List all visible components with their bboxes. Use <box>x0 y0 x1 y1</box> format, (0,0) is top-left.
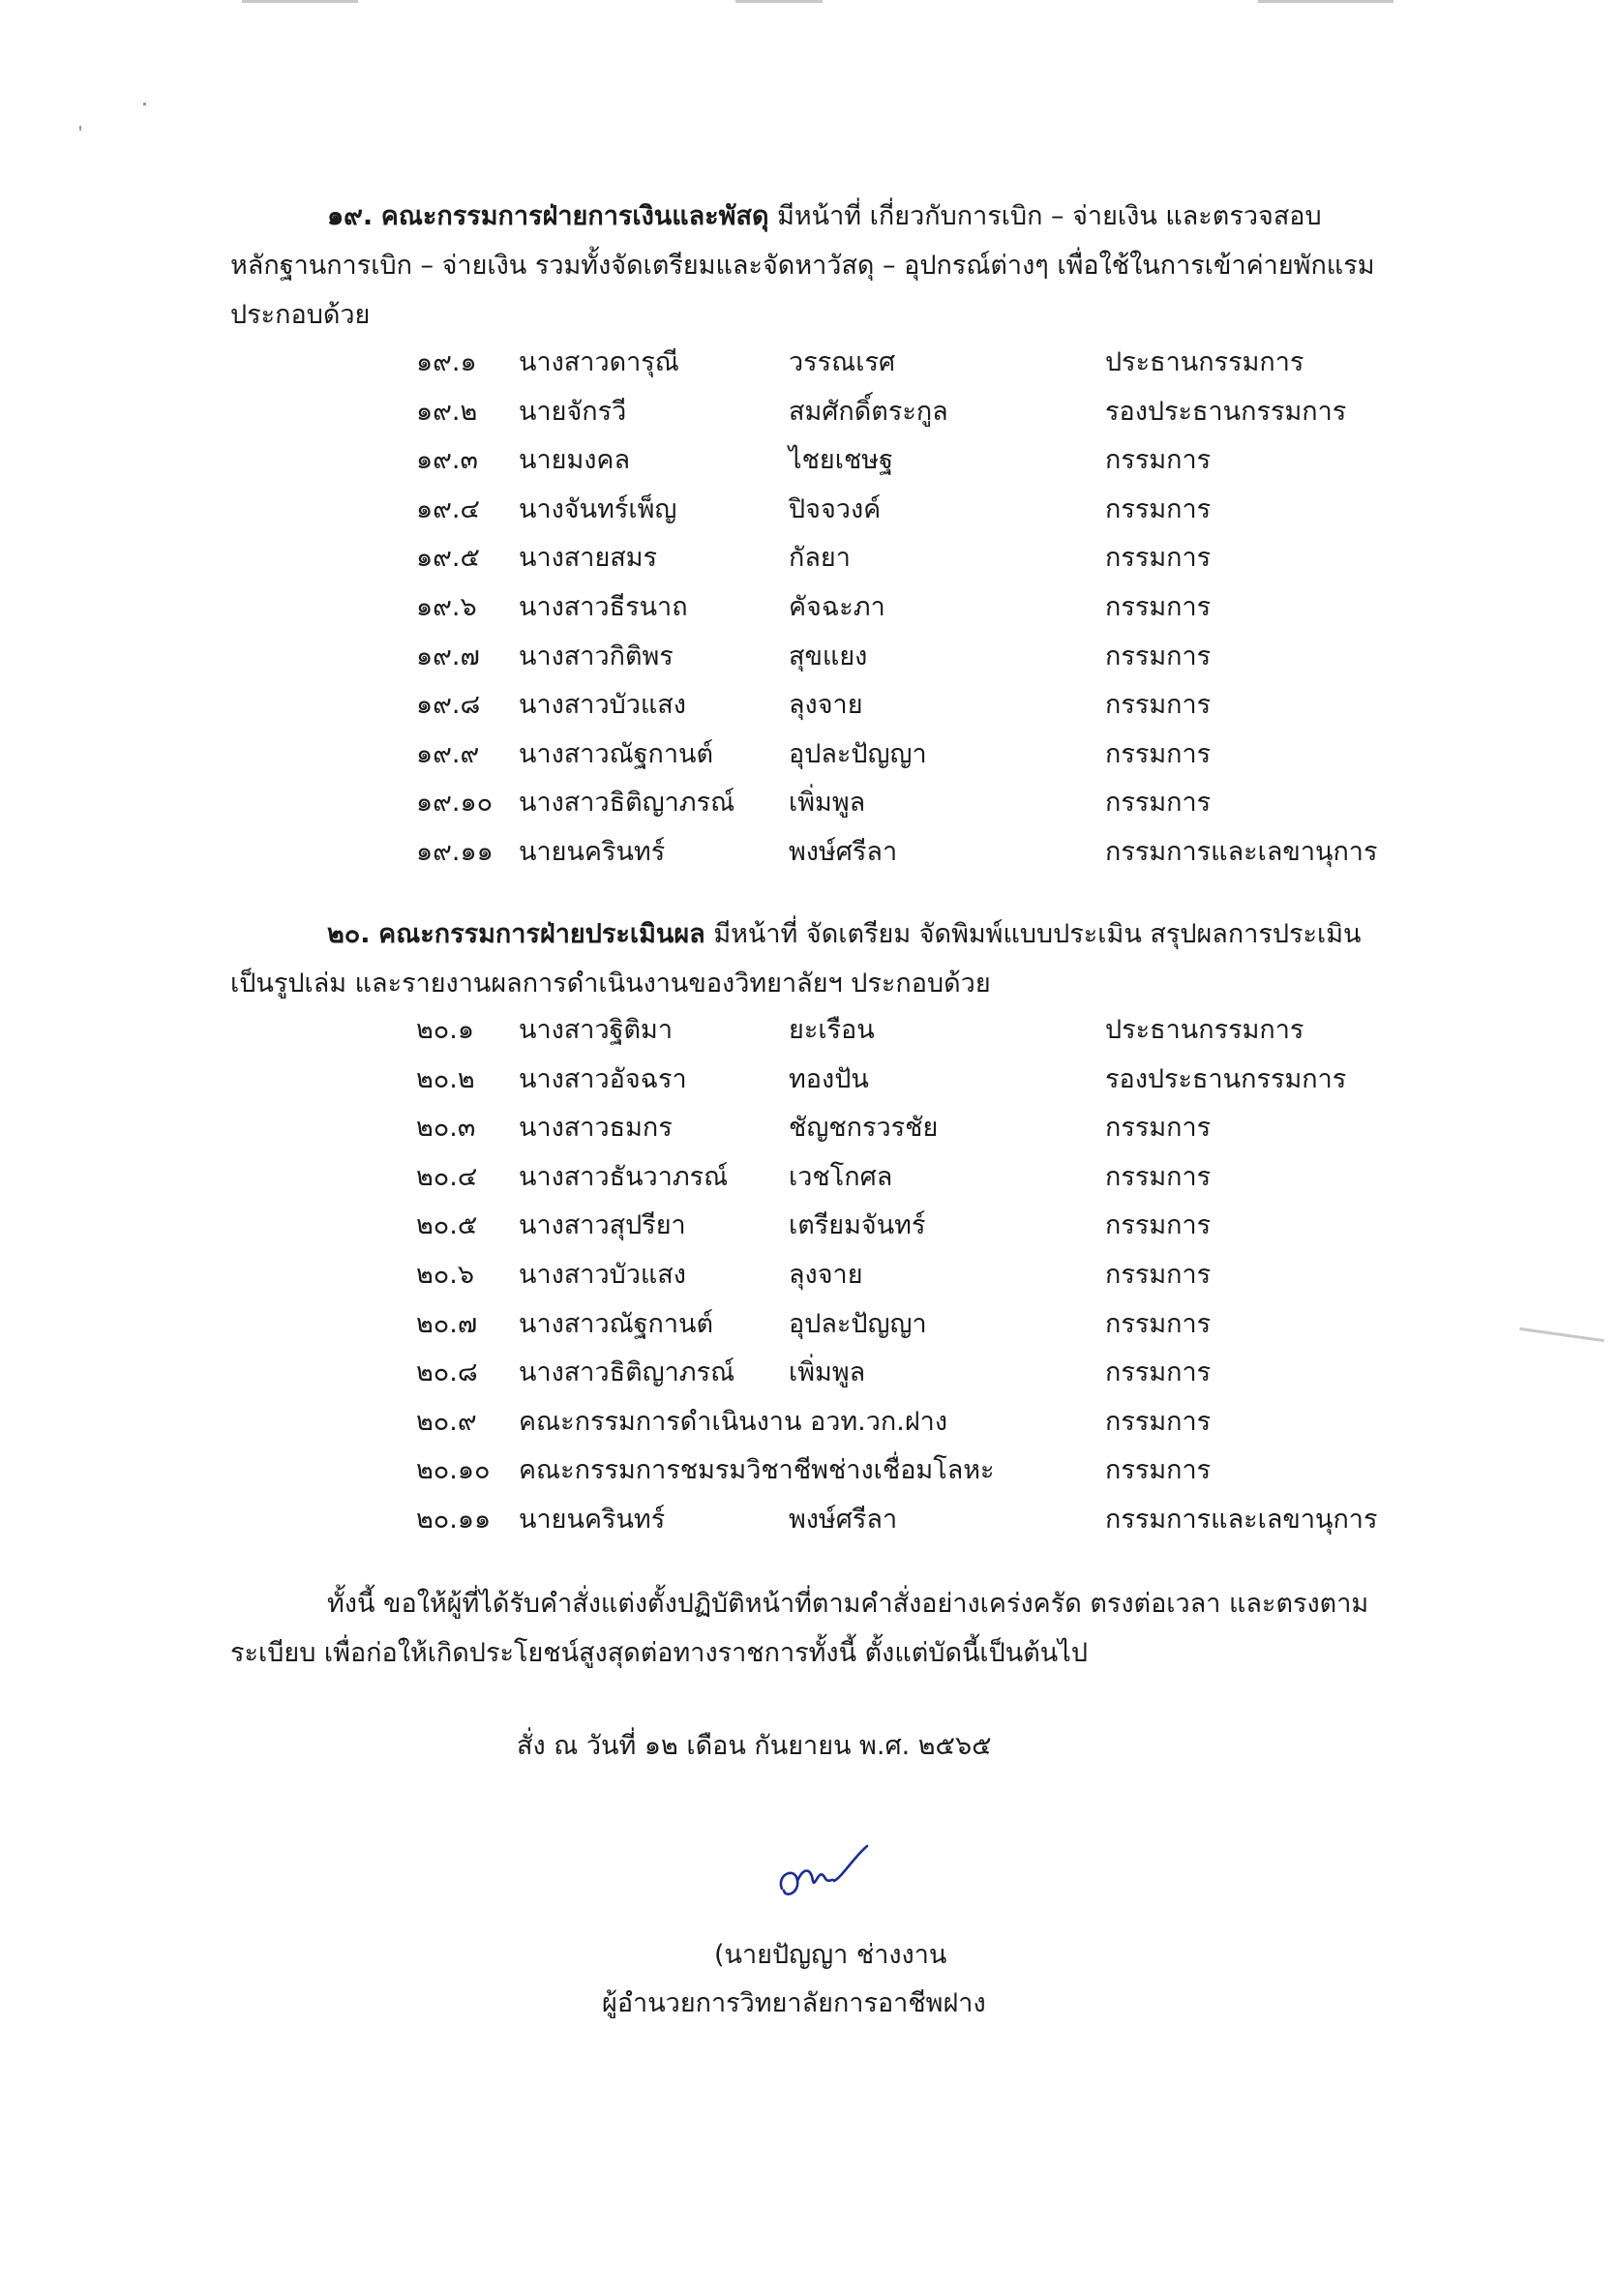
member-role: ประธานกรรมการ <box>1105 347 1304 377</box>
scan-edge-mark <box>1258 0 1393 3</box>
member-last-name: คัจฉะภา <box>789 592 885 622</box>
member-role: กรรมการ <box>1105 1308 1212 1339</box>
member-role: กรรมการ <box>1105 1260 1212 1290</box>
member-last-name: เพิ่มพูล <box>789 1357 866 1388</box>
member-last-name: ปิจจวงค์ <box>789 493 882 524</box>
member-role: กรรมการ <box>1105 641 1212 671</box>
closing-line-1 <box>230 1579 1459 1628</box>
member-number: ๑๙.๔ <box>416 493 480 524</box>
member-number: ๑๙.๘ <box>416 690 481 721</box>
section-19-title: คณะกรรมการฝ่ายการเงินและพัสดุ <box>380 201 769 231</box>
member-last-name: ยะเรือน <box>789 1015 875 1045</box>
member-role: กรรมการและเลขานุการ <box>1105 1505 1378 1535</box>
member-last-name: อุปละปัญญา <box>789 1308 927 1339</box>
member-first-name: นางจันทร์เพ็ญ <box>519 493 677 524</box>
member-number: ๒๐.๓ <box>416 1113 476 1144</box>
section-19-line-1 <box>230 192 1459 241</box>
member-number: ๒๐.๑๐ <box>416 1455 491 1486</box>
member-last-name: พงษ์ศรีลา <box>789 1505 898 1535</box>
member-role: รองประธานกรรมการ <box>1105 396 1347 427</box>
member-first-name: นางสาวบัวแสง <box>519 1260 686 1290</box>
member-first-name: นางสายสมร <box>519 543 658 574</box>
member-first-name: นายจักรวี <box>519 396 627 427</box>
member-number: ๑๙.๖ <box>416 592 477 622</box>
member-first-name: นางสาวธันวาภรณ์ <box>519 1161 729 1192</box>
member-number: ๑๙.๒ <box>416 396 478 427</box>
member-role: กรรมการและเลขานุการ <box>1105 837 1378 867</box>
member-first-name: นายนครินทร์ <box>519 1505 666 1535</box>
member-last-name: เพิ่มพูล <box>789 788 866 819</box>
member-number: ๑๙.๙ <box>416 738 480 769</box>
member-first-name: นางสาวกิติพร <box>519 641 674 671</box>
member-last-name: วรรณเรศ <box>789 347 896 377</box>
scan-speck <box>79 126 81 131</box>
member-number: ๒๐.๖ <box>416 1260 474 1290</box>
member-first-name: นางสาวธิติญาภรณ์ <box>519 1357 735 1388</box>
member-role: รองประธานกรรมการ <box>1105 1063 1347 1094</box>
scan-edge-mark <box>1519 1327 1604 1342</box>
member-last-name: สุขแยง <box>789 641 868 671</box>
member-last-name: ลุงจาย <box>789 1260 863 1290</box>
member-number: ๒๐.๑ <box>416 1015 474 1045</box>
section-19-line-3: ประกอบด้วย <box>230 300 371 330</box>
member-last-name: ลุงจาย <box>789 690 863 721</box>
closing-text-1: ทั้งนี้ ขอให้ผู้ที่ได้รับคำสั่งแต่งตั้งปฏิบัติหน้าที่ตามคำสั่งอย่างเคร่งครัด ตรงต่อเวลา และตรงตาม <box>327 1589 1369 1619</box>
closing-line-2: ระเบียบ เพื่อก่อให้เกิดประโยชน์สูงสุดต่อทางราชการทั้งนี้ ตั้งแต่บัดนี้เป็นต้นไป <box>230 1638 1088 1668</box>
member-first-name: นางสาวธมกร <box>519 1113 673 1144</box>
member-first-name: นางสาวดารุณี <box>519 347 679 377</box>
member-number: ๒๐.๒ <box>416 1063 475 1094</box>
member-first-name: คณะกรรมการชมรมวิชาชีพช่างเชื่อมโลหะ <box>519 1455 995 1486</box>
member-number: ๑๙.๓ <box>416 445 478 476</box>
member-role: กรรมการ <box>1105 1455 1212 1486</box>
member-number: ๑๙.๗ <box>416 641 480 671</box>
member-number: ๑๙.๑๐ <box>416 788 494 819</box>
member-last-name: สมศักดิ์ตระกูล <box>789 396 948 427</box>
member-role: กรรมการ <box>1105 1210 1212 1241</box>
closing-paragraph <box>230 1579 1459 1678</box>
member-number: ๒๐.๑๑ <box>416 1505 492 1535</box>
section-20-paragraph <box>230 909 1459 1008</box>
section-20-line-1 <box>230 909 1459 959</box>
scan-edge-mark <box>735 0 823 3</box>
member-role: กรรมการ <box>1105 445 1212 476</box>
section-20-number: ๒๐. <box>327 919 371 949</box>
member-number: ๒๐.๙ <box>416 1406 477 1437</box>
signer-position: ผู้อำนวยการวิทยาลัยการอาชีพฝาง <box>602 1988 986 2018</box>
member-role: กรรมการ <box>1105 738 1212 769</box>
member-last-name: เวชโกศล <box>789 1161 893 1192</box>
member-role: กรรมการ <box>1105 1406 1212 1437</box>
section-19-duty-start: มีหน้าที่ เกี่ยวกับการเบิก – จ่ายเงิน และตรวจสอบ <box>777 201 1322 231</box>
member-first-name: คณะกรรมการดำเนินงาน อวท.วก.ฝาง <box>519 1406 948 1437</box>
member-first-name: นางสาวบัวแสง <box>519 690 686 721</box>
section-20-title: คณะกรรมการฝ่ายประเมินผล <box>378 919 705 949</box>
member-first-name: นางสาวณัฐกานต์ <box>519 1308 714 1339</box>
member-last-name: ไชยเชษฐ <box>789 445 893 476</box>
member-first-name: นางสาวสุปรียา <box>519 1210 686 1241</box>
member-number: ๒๐.๕ <box>416 1210 478 1241</box>
member-role: กรรมการ <box>1105 1357 1212 1388</box>
member-last-name: ทองปัน <box>789 1063 869 1094</box>
order-date: สั่ง ณ วันที่ ๑๒ เดือน กันยายน พ.ศ. ๒๕๖๕ <box>517 1731 992 1761</box>
member-last-name: พงษ์ศรีลา <box>789 837 898 867</box>
member-number: ๑๙.๑ <box>416 347 477 377</box>
member-last-name: กัลยา <box>789 543 851 574</box>
member-first-name: นางสาวธิติญาภรณ์ <box>519 788 735 819</box>
section-19-paragraph <box>230 192 1459 340</box>
member-last-name: เตรียมจันทร์ <box>789 1210 926 1241</box>
signer-name: (นายปัญญา ช่างงาน <box>714 1940 947 1970</box>
member-number: ๒๐.๗ <box>416 1308 478 1339</box>
member-role: กรรมการ <box>1105 592 1212 622</box>
member-first-name: นางสาวณัฐกานต์ <box>519 738 714 769</box>
member-first-name: นางสาวธีรนาถ <box>519 592 688 622</box>
member-number: ๑๙.๑๑ <box>416 837 494 867</box>
member-role: กรรมการ <box>1105 788 1212 819</box>
member-role: กรรมการ <box>1105 690 1212 721</box>
scan-edge-mark <box>242 0 358 3</box>
member-first-name: นางสาวอัจฉรา <box>519 1063 687 1094</box>
member-number: ๑๙.๕ <box>416 543 480 574</box>
member-first-name: นางสาวฐิติมา <box>519 1015 673 1045</box>
member-role: กรรมการ <box>1105 1161 1212 1192</box>
section-19-line-2: หลักฐานการเบิก – จ่ายเงิน รวมทั้งจัดเตรียมและจัดหาวัสดุ – อุปกรณ์ต่างๆ เพื่อใช้ในการเข้าค่ายพักแรม <box>230 251 1375 281</box>
member-first-name: นายมงคล <box>519 445 631 476</box>
section-20-duty-start: มีหน้าที่ จัดเตรียม จัดพิมพ์แบบประเมิน สรุปผลการประเมิน <box>713 919 1362 949</box>
member-role: กรรมการ <box>1105 543 1212 574</box>
member-number: ๒๐.๘ <box>416 1357 478 1388</box>
section-20-line-2: เป็นรูปเล่ม และรายงานผลการดำเนินงานของวิทยาลัยฯ ประกอบด้วย <box>230 969 991 999</box>
member-number: ๒๐.๔ <box>416 1161 478 1192</box>
member-last-name: ชัญชกรวรชัย <box>789 1113 939 1144</box>
member-role: กรรมการ <box>1105 1113 1212 1144</box>
signature-icon <box>774 1838 881 1916</box>
member-role: ประธานกรรมการ <box>1105 1015 1304 1045</box>
scan-speck <box>143 103 146 105</box>
section-19-number: ๑๙. <box>327 201 374 231</box>
member-last-name: อุปละปัญญา <box>789 738 927 769</box>
member-first-name: นายนครินทร์ <box>519 837 666 867</box>
member-role: กรรมการ <box>1105 493 1212 524</box>
